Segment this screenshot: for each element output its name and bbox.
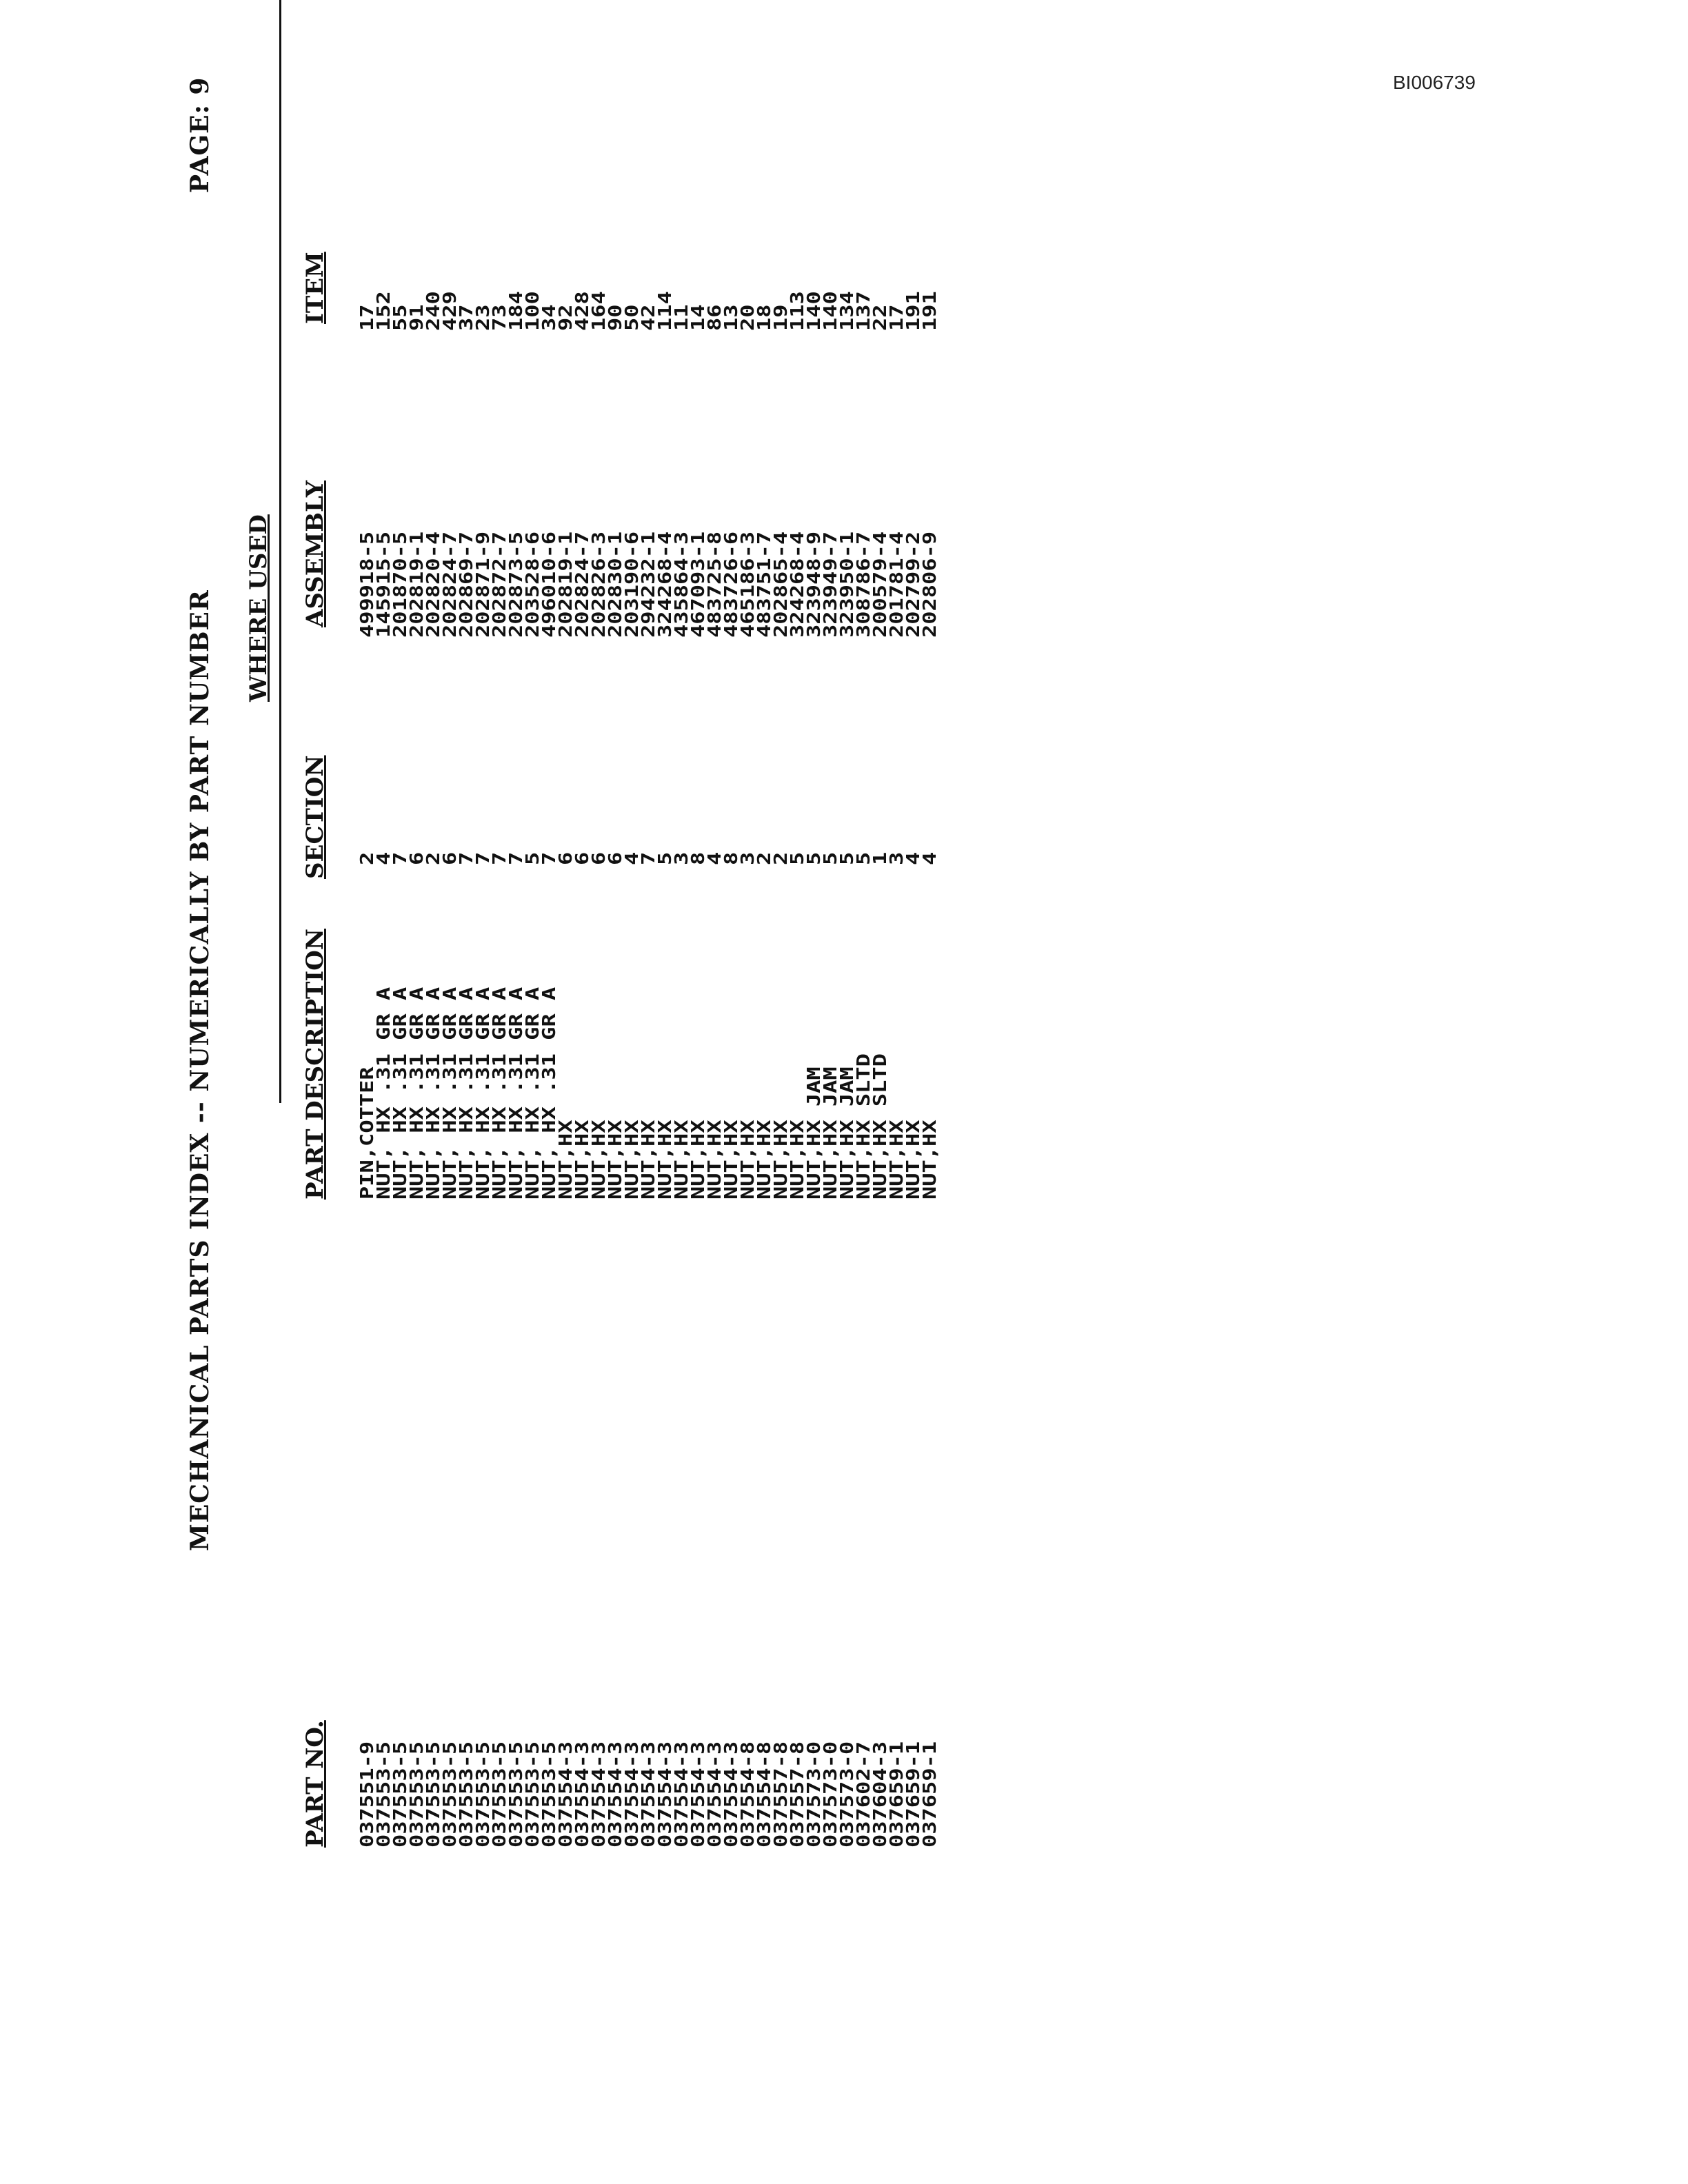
- part-number-cell: 037553-5: [439, 1741, 461, 1848]
- table-row: [654, 0, 676, 1889]
- section-cell: 7: [637, 851, 659, 865]
- item-cell: 86: [703, 304, 725, 331]
- item-cell: 23: [472, 304, 494, 331]
- part-description-cell: NUT,HX: [554, 1120, 576, 1200]
- part-number-cell: 037659-1: [918, 1741, 941, 1848]
- part-number-cell: 037602-7: [852, 1741, 874, 1848]
- part-description-cell: PIN,COTTER: [356, 1066, 378, 1200]
- assembly-cell: 308786-7: [852, 531, 874, 638]
- item-cell: 73: [488, 304, 510, 331]
- section-cell: 4: [703, 851, 725, 865]
- section-cell: 1: [869, 851, 891, 865]
- section-cell: 4: [621, 851, 643, 865]
- item-cell: 42: [637, 304, 659, 331]
- table-row: [587, 0, 610, 1889]
- header-rule: [279, 0, 281, 1103]
- part-description-cell: NUT,HX JAM: [836, 1066, 858, 1200]
- table-row: [770, 0, 792, 1889]
- assembly-cell: 323948-9: [803, 531, 825, 638]
- assembly-cell: 202824-7: [439, 531, 461, 638]
- assembly-cell: 203190-6: [621, 531, 643, 638]
- table-row: [505, 0, 527, 1889]
- section-cell: 8: [720, 851, 742, 865]
- table-row: [836, 0, 858, 1889]
- table-row: [869, 0, 891, 1889]
- table-row: [803, 0, 825, 1889]
- item-cell: 90: [604, 304, 626, 331]
- assembly-cell: 201870-5: [389, 531, 411, 638]
- part-description-cell: NUT, HX .31 GR A: [422, 987, 444, 1200]
- section-cell: 8: [687, 851, 709, 865]
- part-description-cell: NUT,HX: [621, 1120, 643, 1200]
- part-number-cell: 037554-8: [753, 1741, 775, 1848]
- part-number-cell: 037573-0: [836, 1741, 858, 1848]
- section-cell: 2: [770, 851, 792, 865]
- part-description-cell: NUT,HX: [786, 1120, 808, 1200]
- table-row: [488, 0, 510, 1889]
- assembly-cell: 202806-9: [918, 531, 941, 638]
- item-cell: 19: [770, 304, 792, 331]
- assembly-cell: 465186-3: [736, 531, 758, 638]
- part-description-cell: NUT, HX .31 GR A: [521, 987, 543, 1200]
- table-row: [918, 0, 941, 1889]
- assembly-cell: 202869-7: [455, 531, 477, 638]
- item-cell: 92: [554, 304, 576, 331]
- table-row: [885, 0, 907, 1889]
- report-title: MECHANICAL PARTS INDEX -- NUMERICALLY BY PART NUMBER: [185, 589, 214, 1551]
- part-number-cell: 037604-3: [869, 1741, 891, 1848]
- part-number-cell: 037554-3: [554, 1741, 576, 1848]
- section-header: SECTION: [301, 755, 329, 879]
- assembly-cell: 202799-2: [902, 531, 924, 638]
- assembly-cell: 200579-4: [869, 531, 891, 638]
- assembly-cell: 202820-4: [422, 531, 444, 638]
- assembly-cell: 499918-5: [356, 531, 378, 638]
- part-description-cell: NUT,HX SLTD: [852, 1053, 874, 1200]
- item-cell: 113: [786, 291, 808, 331]
- item-cell: 37: [455, 304, 477, 331]
- assembly-cell: 323949-7: [819, 531, 841, 638]
- part-description-cell: NUT, HX .31 GR A: [405, 987, 428, 1200]
- assembly-cell: 145915-5: [372, 531, 394, 638]
- part-number-cell: 037557-8: [770, 1741, 792, 1848]
- section-cell: 5: [819, 851, 841, 865]
- item-cell: 20: [736, 304, 758, 331]
- part-description-cell: NUT,HX JAM: [819, 1066, 841, 1200]
- section-cell: 6: [405, 851, 428, 865]
- part-description-cell: NUT,HX JAM: [803, 1066, 825, 1200]
- table-row: [753, 0, 775, 1889]
- assembly-cell: 202872-7: [488, 531, 510, 638]
- part-number-cell: 037557-8: [786, 1741, 808, 1848]
- assembly-cell: 324268-4: [786, 531, 808, 638]
- section-cell: 7: [488, 851, 510, 865]
- assembly-cell: 201781-4: [885, 531, 907, 638]
- item-cell: 55: [389, 304, 411, 331]
- part-description-cell: NUT,HX: [770, 1120, 792, 1200]
- item-cell: 134: [836, 291, 858, 331]
- part-number-cell: 037554-3: [670, 1741, 692, 1848]
- item-cell: 18: [753, 304, 775, 331]
- assembly-cell: 202871-9: [472, 531, 494, 638]
- part-number-cell: 037554-3: [637, 1741, 659, 1848]
- item-cell: 100: [521, 291, 543, 331]
- part-description-cell: NUT,HX: [654, 1120, 676, 1200]
- item-cell: 140: [803, 291, 825, 331]
- assembly-cell: 202873-5: [505, 531, 527, 638]
- part-description-cell: NUT,HX: [670, 1120, 692, 1200]
- table-row: [819, 0, 841, 1889]
- part-number-cell: 037554-3: [720, 1741, 742, 1848]
- item-cell: 429: [439, 291, 461, 331]
- assembly-cell: 202865-4: [770, 531, 792, 638]
- part-number-cell: 037554-3: [621, 1741, 643, 1848]
- assembly-cell: 202826-3: [587, 531, 610, 638]
- part-description-cell: NUT, HX .31 GR A: [455, 987, 477, 1200]
- part-number-cell: 037554-3: [571, 1741, 593, 1848]
- table-row: [720, 0, 742, 1889]
- part-number-cell: 037553-5: [422, 1741, 444, 1848]
- assembly-cell: 483751-7: [753, 531, 775, 638]
- table-row: [736, 0, 758, 1889]
- part-number-cell: 037554-3: [587, 1741, 610, 1848]
- section-cell: 7: [455, 851, 477, 865]
- item-cell: 240: [422, 291, 444, 331]
- assembly-cell: 202819-1: [554, 531, 576, 638]
- part-number-cell: 037553-5: [538, 1741, 560, 1848]
- table-row: [405, 0, 428, 1889]
- assembly-cell: 202824-7: [571, 531, 593, 638]
- section-cell: 6: [554, 851, 576, 865]
- assembly-cell: 323950-1: [836, 531, 858, 638]
- assembly-cell: 483726-6: [720, 531, 742, 638]
- table-row: [439, 0, 461, 1889]
- part-description-cell: NUT, HX .31 GR A: [538, 987, 560, 1200]
- part-description-cell: NUT, HX .31 GR A: [472, 987, 494, 1200]
- section-cell: 6: [587, 851, 610, 865]
- table-row: [455, 0, 477, 1889]
- part-number-cell: 037659-1: [902, 1741, 924, 1848]
- part-number-cell: 037659-1: [885, 1741, 907, 1848]
- item-cell: 11: [670, 304, 692, 331]
- section-cell: 3: [736, 851, 758, 865]
- item-cell: 191: [918, 291, 941, 331]
- table-row: [852, 0, 874, 1889]
- part-number-cell: 037553-5: [521, 1741, 543, 1848]
- table-row: [670, 0, 692, 1889]
- section-cell: 7: [505, 851, 527, 865]
- item-cell: 17: [885, 304, 907, 331]
- parts-table: [356, 0, 941, 1889]
- section-cell: 5: [836, 851, 858, 865]
- part-number-cell: 037553-5: [488, 1741, 510, 1848]
- item-cell: 34: [538, 304, 560, 331]
- section-cell: 2: [422, 851, 444, 865]
- item-cell: 428: [571, 291, 593, 331]
- part-number-cell: 037573-0: [803, 1741, 825, 1848]
- part-number-cell: 037553-5: [372, 1741, 394, 1848]
- assembly-cell: 294232-1: [637, 531, 659, 638]
- table-row: [621, 0, 643, 1889]
- part-no-header: PART NO.: [301, 1720, 329, 1848]
- assembly-cell: 496010-6: [538, 531, 560, 638]
- table-row: [356, 0, 378, 1889]
- item-cell: 137: [852, 291, 874, 331]
- section-cell: 6: [604, 851, 626, 865]
- section-cell: 4: [902, 851, 924, 865]
- assembly-cell: 467093-1: [687, 531, 709, 638]
- part-description-cell: NUT, HX .31 GR A: [372, 987, 394, 1200]
- table-row: [687, 0, 709, 1889]
- section-cell: 5: [786, 851, 808, 865]
- section-cell: 3: [885, 851, 907, 865]
- section-cell: 4: [372, 851, 394, 865]
- table-row: [422, 0, 444, 1889]
- part-description-cell: NUT, HX .31 GR A: [505, 987, 527, 1200]
- part-description-cell: NUT,HX: [753, 1120, 775, 1200]
- section-cell: 7: [538, 851, 560, 865]
- part-number-cell: 037553-5: [389, 1741, 411, 1848]
- item-cell: 17: [356, 304, 378, 331]
- item-cell: 50: [621, 304, 643, 331]
- part-number-cell: 037553-5: [405, 1741, 428, 1848]
- item-cell: 114: [654, 291, 676, 331]
- part-number-cell: 037554-8: [736, 1741, 758, 1848]
- table-row: [786, 0, 808, 1889]
- part-description-cell: NUT,HX: [720, 1120, 742, 1200]
- part-number-cell: 037551-9: [356, 1741, 378, 1848]
- part-number-cell: 037554-3: [703, 1741, 725, 1848]
- section-cell: 5: [852, 851, 874, 865]
- section-cell: 6: [571, 851, 593, 865]
- table-row: [703, 0, 725, 1889]
- section-cell: 5: [654, 851, 676, 865]
- part-description-cell: NUT,HX: [918, 1120, 941, 1200]
- table-row: [902, 0, 924, 1889]
- section-cell: 7: [472, 851, 494, 865]
- part-number-cell: 037553-5: [505, 1741, 527, 1848]
- part-description-cell: NUT,HX: [703, 1120, 725, 1200]
- section-cell: 7: [389, 851, 411, 865]
- item-cell: 22: [869, 304, 891, 331]
- table-row: [554, 0, 576, 1889]
- table-row: [472, 0, 494, 1889]
- item-cell: 140: [819, 291, 841, 331]
- table-row: [571, 0, 593, 1889]
- table-row: [389, 0, 411, 1889]
- part-number-cell: 037554-3: [604, 1741, 626, 1848]
- section-cell: 4: [918, 851, 941, 865]
- part-description-cell: NUT,HX: [687, 1120, 709, 1200]
- part-description-cell: NUT, HX .31 GR A: [488, 987, 510, 1200]
- part-description-header: PART DESCRIPTION: [301, 929, 329, 1200]
- section-cell: 5: [803, 851, 825, 865]
- assembly-cell: 202830-1: [604, 531, 626, 638]
- part-number-cell: 037554-3: [654, 1741, 676, 1848]
- parts-index-report: [176, 0, 1582, 1889]
- part-description-cell: NUT, HX .31 GR A: [439, 987, 461, 1200]
- table-row: [521, 0, 543, 1889]
- section-cell: 5: [521, 851, 543, 865]
- assembly-header: ASSEMBLY: [301, 480, 329, 627]
- part-number-cell: 037554-3: [687, 1741, 709, 1848]
- assembly-cell: 324268-4: [654, 531, 676, 638]
- part-description-cell: NUT,HX: [885, 1120, 907, 1200]
- section-cell: 6: [439, 851, 461, 865]
- assembly-cell: 202819-1: [405, 531, 428, 638]
- table-row: [538, 0, 560, 1889]
- item-cell: 191: [902, 291, 924, 331]
- table-row: [372, 0, 394, 1889]
- part-description-cell: NUT,HX: [587, 1120, 610, 1200]
- bates-number: BI006739: [1393, 72, 1476, 93]
- table-row: [604, 0, 626, 1889]
- part-number-cell: 037573-0: [819, 1741, 841, 1848]
- part-number-cell: 037553-5: [455, 1741, 477, 1848]
- part-description-cell: NUT,HX: [902, 1120, 924, 1200]
- section-cell: 2: [753, 851, 775, 865]
- item-cell: 152: [372, 291, 394, 331]
- item-cell: 14: [687, 304, 709, 331]
- item-cell: 164: [587, 291, 610, 331]
- item-cell: 91: [405, 304, 428, 331]
- table-row: [637, 0, 659, 1889]
- item-cell: 184: [505, 291, 527, 331]
- part-description-cell: NUT, HX .31 GR A: [389, 987, 411, 1200]
- section-cell: 2: [356, 851, 378, 865]
- part-description-cell: NUT,HX: [604, 1120, 626, 1200]
- assembly-cell: 435864-3: [670, 531, 692, 638]
- part-number-cell: 037553-5: [472, 1741, 494, 1848]
- item-cell: 13: [720, 304, 742, 331]
- section-cell: 3: [670, 851, 692, 865]
- where-used-header: WHERE USED: [245, 514, 272, 702]
- item-header: ITEM: [301, 252, 329, 324]
- part-description-cell: NUT,HX: [571, 1120, 593, 1200]
- assembly-cell: 203528-6: [521, 531, 543, 638]
- part-description-cell: NUT,HX: [637, 1120, 659, 1200]
- assembly-cell: 483725-8: [703, 531, 725, 638]
- part-description-cell: NUT,HX SLTD: [869, 1053, 891, 1200]
- part-description-cell: NUT,HX: [736, 1120, 758, 1200]
- page-number: PAGE: 9: [185, 77, 214, 193]
